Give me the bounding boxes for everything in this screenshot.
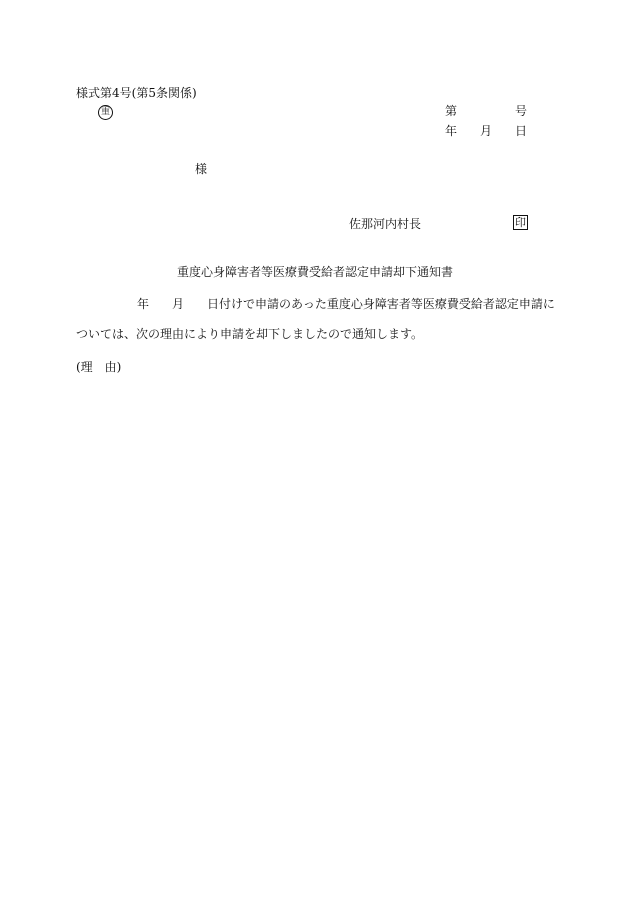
reason-label: (理 由) — [76, 360, 122, 374]
seal — [513, 215, 528, 230]
seal-mark: 印 — [515, 216, 526, 229]
date-day: 日 — [515, 124, 528, 138]
body-year: 年 — [137, 297, 150, 311]
date-month: 月 — [480, 124, 493, 138]
body-line-1: 日付けで申請のあった重度心身障害者等医療費受給者認定申請に — [207, 297, 555, 311]
circle-mark-text: 重 — [98, 105, 113, 120]
recipient-honorific: 様 — [195, 162, 208, 176]
body-month: 月 — [172, 297, 185, 311]
circle-mark — [98, 103, 113, 120]
body-line-2: ついては、次の理由により申請を却下しましたので通知します。 — [76, 327, 424, 341]
document-number-suffix: 号 — [515, 104, 528, 118]
document-number-prefix: 第 — [445, 104, 458, 118]
form-label: 様式第4号(第5条関係) — [76, 86, 197, 100]
document-title: 重度心身障害者等医療費受給者認定申請却下通知書 — [177, 265, 454, 279]
issuer-name: 佐那河内村長 — [349, 217, 422, 231]
date-year: 年 — [445, 124, 458, 138]
